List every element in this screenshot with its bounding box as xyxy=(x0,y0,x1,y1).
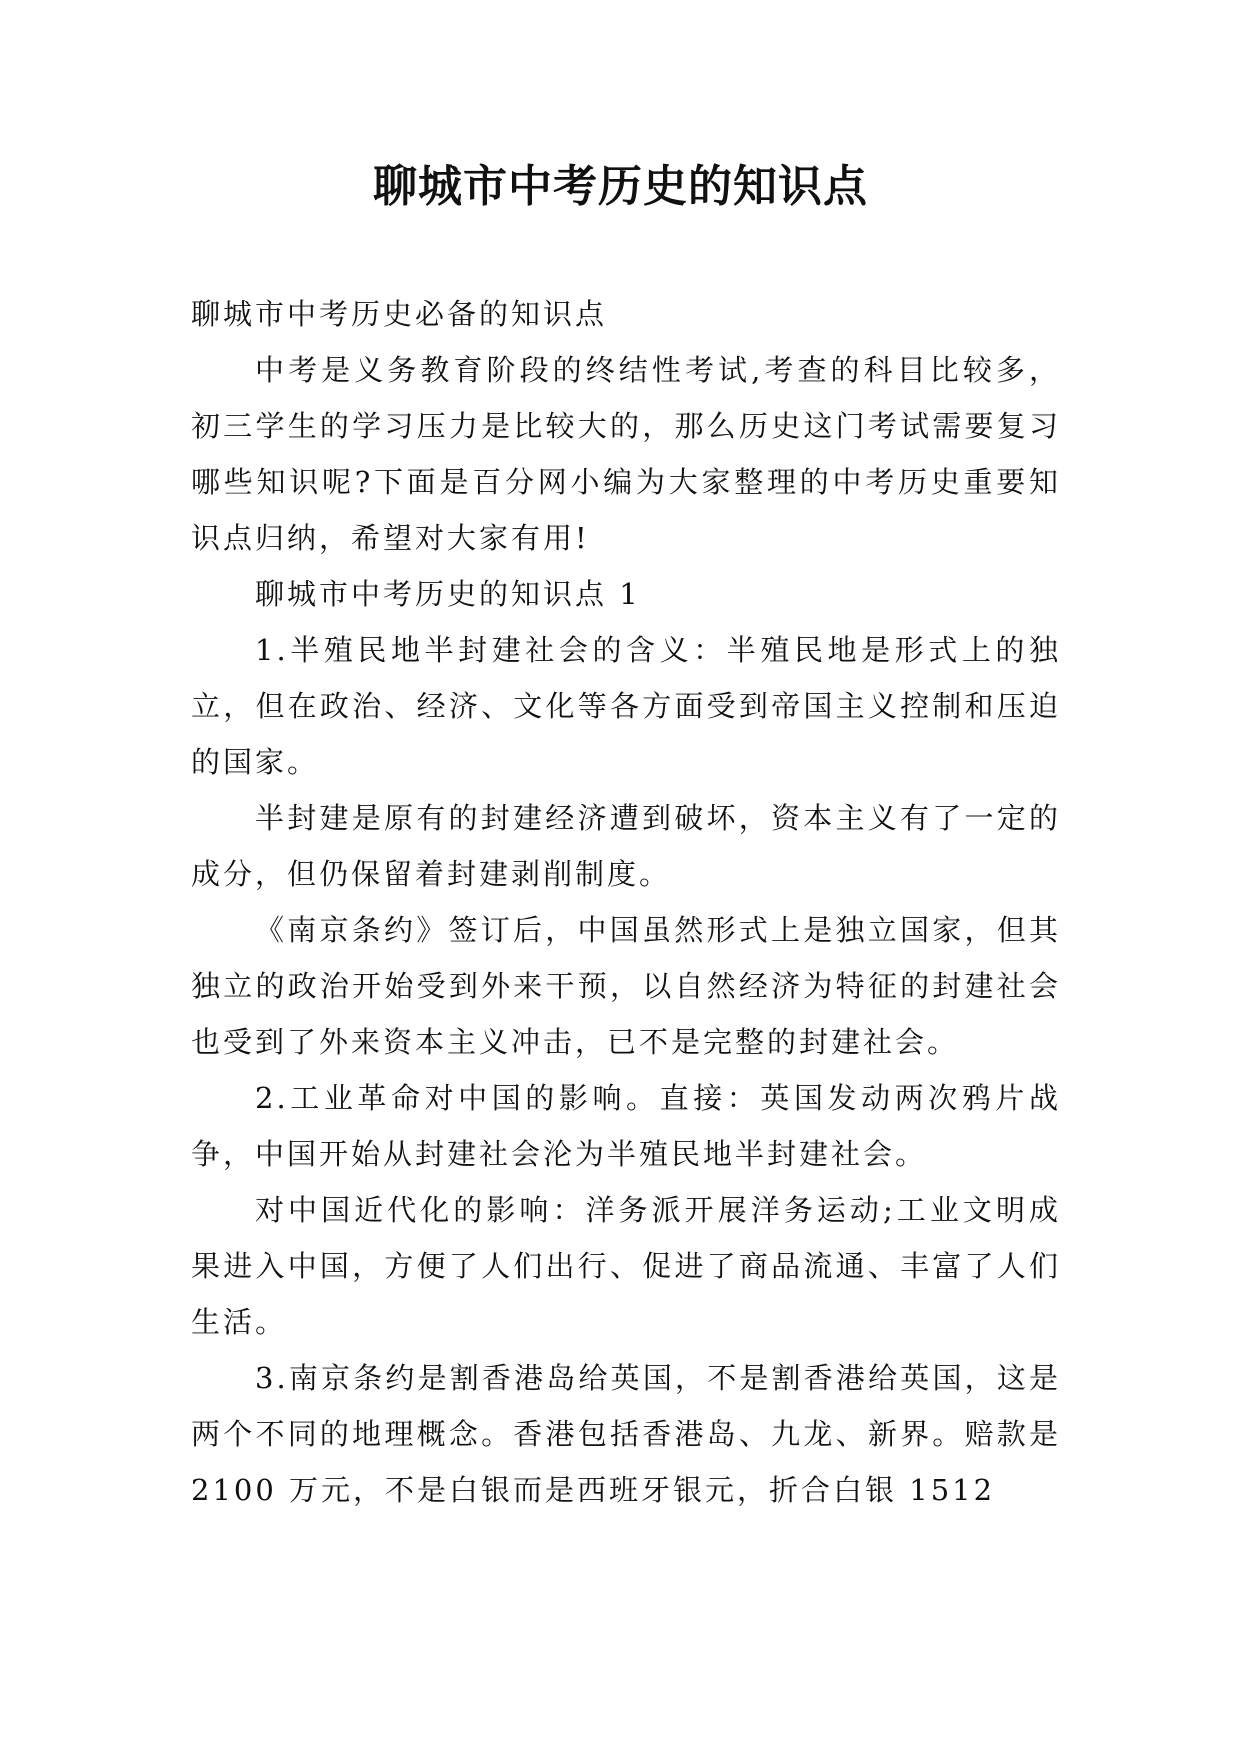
document-title: 聊城市中考历史的知识点 xyxy=(373,161,868,212)
subtitle-line: 聊城市中考历史必备的知识点 xyxy=(191,297,608,331)
semi-feudal-paragraph: 半封建是原有的封建经济遭到破坏，资本主义有了一定的成分，但仍保留着封建剥削制度。 xyxy=(191,801,1061,891)
modernization-paragraph: 对中国近代化的影响：洋务派开展洋务运动;工业文明成果进入中国，方便了人们出行、促进了商品流通、丰富了人们生活。 xyxy=(191,1193,1061,1339)
point-3-paragraph: 3.南京条约是割香港岛给英国，不是割香港给英国，这是两个不同的地理概念。香港包括香港岛、九龙、新界。赔款是 2100 万元，不是白银而是西班牙银元，折合白银 1512 xyxy=(191,1361,1061,1507)
point-1-paragraph: 1.半殖民地半封建社会的含义：半殖民地是形式上的独立，但在政治、经济、文化等各方面受到帝国主义控制和压迫的国家。 xyxy=(191,633,1061,779)
intro-paragraph: 中考是义务教育阶段的终结性考试,考查的科目比较多，初三学生的学习压力是比较大的，那么历史这门考试需要复习哪些知识呢?下面是百分网小编为大家整理的中考历史重要知识点归纳，希望对大家有用! xyxy=(191,353,1061,555)
point-2-paragraph: 2.工业革命对中国的影响。直接：英国发动两次鸦片战争，中国开始从封建社会沦为半殖民地半封建社会。 xyxy=(191,1081,1061,1171)
nanjing-treaty-paragraph: 《南京条约》签订后，中国虽然形式上是独立国家，但其独立的政治开始受到外来干预，以自然经济为特征的封建社会也受到了外来资本主义冲击，已不是完整的封建社会。 xyxy=(191,913,1061,1059)
document-body xyxy=(191,286,1061,1518)
section-heading: 聊城市中考历史的知识点 1 xyxy=(255,577,641,611)
